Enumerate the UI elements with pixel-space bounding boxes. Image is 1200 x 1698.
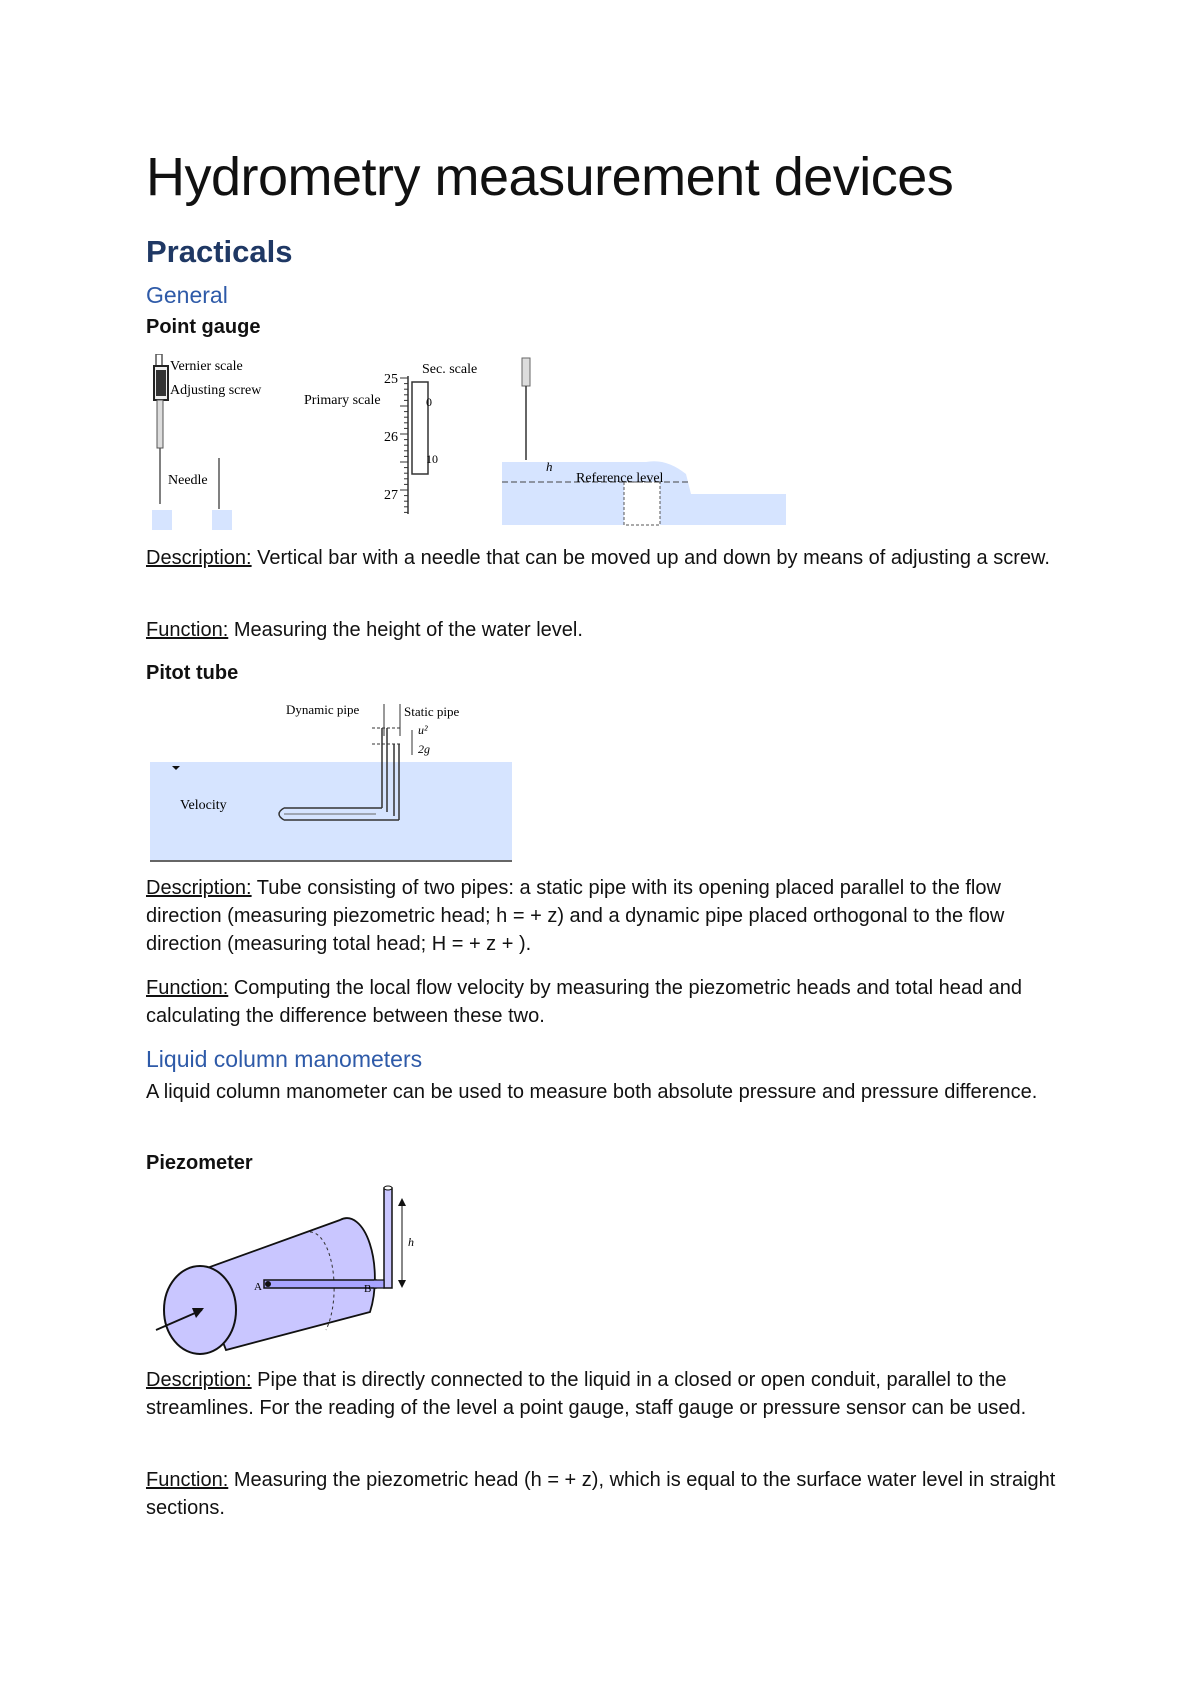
weir-block	[624, 482, 660, 525]
pitot-tube-function	[146, 974, 1071, 1030]
gauge-head	[522, 358, 530, 386]
dynamic-pipe-label: Dynamic pipe	[286, 702, 360, 717]
h-arrow-up	[398, 1198, 406, 1206]
vernier-scale-label: Vernier scale	[170, 359, 243, 374]
page-title: Hydrometry measurement devices	[146, 147, 954, 207]
point-a-label: A	[254, 1281, 262, 1293]
tick-27-label: 27	[384, 488, 398, 503]
primary-scale-ticks	[400, 378, 408, 512]
description-text: Pipe that is directly connected to the liquid in a closed or open conduit, parallel to the streamlines. For the reading of the level a point gauge, staff gauge or pressure sensor can be used.	[146, 1369, 1027, 1419]
tube-opening	[384, 1186, 392, 1190]
function-text: Measuring the piezometric head (h = + z), which is equal to the surface water level in straight sections.	[146, 1469, 1056, 1519]
two-g-label: 2g	[418, 742, 430, 756]
function-label: Function:	[146, 619, 229, 641]
point-gauge-function	[146, 616, 1071, 644]
water-sample-2	[212, 510, 232, 530]
function-text: Computing the local flow velocity by measuring the piezometric heads and total head and calculating the difference between these two.	[146, 977, 1023, 1027]
velocity-label: Velocity	[180, 798, 227, 813]
reference-level-label: Reference level	[576, 471, 664, 486]
piezometer-figure	[146, 1180, 426, 1360]
piezometer-heading: Piezometer	[146, 1152, 253, 1174]
function-label: Function:	[146, 1469, 229, 1491]
needle-label: Needle	[168, 473, 208, 488]
point-gauge-description	[146, 544, 1071, 572]
function-text: Measuring the height of the water level.	[228, 619, 583, 641]
piezometer-tube	[384, 1188, 392, 1288]
description-text: Tube consisting of two pipes: a static pipe with its opening placed parallel to the flow direction (measuring piezometric head; h = + z) and a dynamic pipe placed orthogonal to the flow direction (measuring total head; H = + z + ).	[146, 877, 1005, 955]
piezometer-function	[146, 1466, 1071, 1522]
downstream-water	[691, 494, 786, 525]
subsection-heading-liquid-column: Liquid column manometers	[146, 1046, 423, 1072]
section-heading-practicals: Practicals	[146, 234, 293, 269]
h-arrow-down	[398, 1280, 406, 1288]
pitot-tube-heading: Pitot tube	[146, 662, 239, 684]
tick-26-label: 26	[384, 430, 398, 445]
point-b-label: B	[364, 1283, 372, 1295]
liquid-column-intro: A liquid column manometer can be used to measure both absolute pressure and pressure difference.	[146, 1081, 1038, 1103]
primary-scale-label: Primary scale	[304, 393, 381, 408]
elbow	[374, 1280, 384, 1288]
pitot-tube-figure	[146, 700, 516, 868]
static-pipe-label: Static pipe	[404, 704, 460, 719]
description-label: Description:	[146, 547, 252, 569]
description-text: Vertical bar with a needle that can be moved up and down by means of adjusting a screw.	[251, 547, 1050, 569]
sec-0-label: 0	[426, 395, 432, 409]
point-gauge-heading: Point gauge	[146, 316, 261, 338]
function-label: Function:	[146, 977, 229, 999]
water-sample-1	[152, 510, 172, 530]
sec-10-label: 10	[426, 452, 438, 466]
h-label: h	[546, 459, 553, 474]
sec-scale-label: Sec. scale	[422, 362, 478, 377]
connecting-pipe	[264, 1280, 376, 1288]
piezometer-description	[146, 1366, 1071, 1422]
point-a-marker	[265, 1281, 271, 1287]
description-label: Description:	[146, 877, 252, 899]
vernier-block-inner	[156, 370, 166, 396]
tick-25-label: 25	[384, 372, 398, 387]
u2-label: u²	[418, 723, 428, 737]
point-gauge-figure	[146, 354, 786, 536]
adjusting-screw-label: Adjusting screw	[170, 383, 262, 398]
h-label: h	[408, 1235, 414, 1249]
description-label: Description:	[146, 1369, 252, 1391]
pitot-tube-description	[146, 874, 1071, 958]
subsection-heading-general: General	[146, 282, 228, 308]
gauge-bar	[157, 400, 163, 448]
